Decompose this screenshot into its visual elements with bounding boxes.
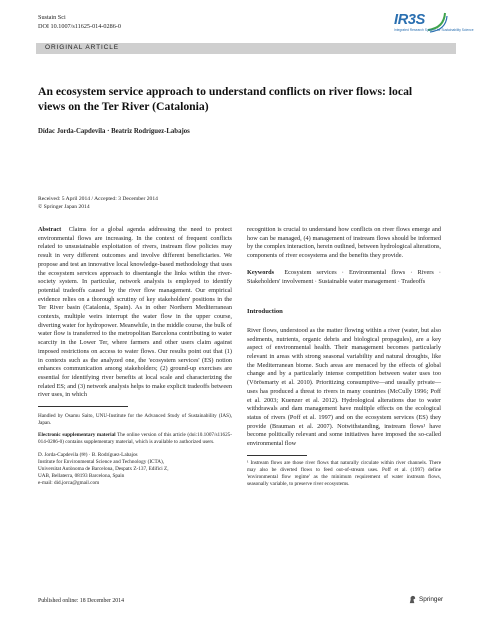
abstract-text: Claims for a global agenda addressing the need to protect environmental flows are increasing. In the context of frequent conflicts related to unsustainable exploitation of rivers, instream flow policies may result in very different outcomes and involve different beneficiaries. We propose and test an innovative local knowledge-based methodology that uses the ecosystem services approach to disentangle the links within the river-society system. In particular, network analysis is employed to identify potential tradeoffs caused by the river flow management. Our empirical evidence relies on a thorough scrutiny of key stakeholders' positions in the Ter River basin (Catalonia, Spain). As in other Northern Mediterranean contexts, multiple weirs interrupt the water flow in the upper course, diverting water for hydropower. Meanwhile, in the middle course, the bulk of water flow is transferred to the metropolitan Barcelona contributing to water scarcity in the Lower Ter, where farmers and other users claim against imposed restrictions on access to water flows. Our results point out that (1) in contexts such as the analyzed one, the 'ecosystem services' (ES) notion enhances communication among stakeholders; (2) ground-up exercises are essential for identifying river benefits at local scale and characterizing the related ES; and (3) network analysis helps to make explicit tradeoffs between river uses, in which [38,226,233,399]
supplementary-label: Electronic supplementary material [38,432,116,439]
keywords-label: Keywords [247,268,275,276]
article-type: ORIGINAL ARTICLE [45,44,120,51]
running-header [38,14,121,31]
abstract-continued: recognition is crucial to understand how conflicts on river flows emerge and how can be managed, (4) management of instream flows should be informed by the complex interaction, herein outlined, between hydrological alterations, components of river ecosystems and the benefits they provide. [247,226,441,260]
supplementary-note [38,432,232,446]
doi: DOI 10.1007/s11625-014-0286-0 [38,22,121,30]
publisher-name: Springer [419,596,444,604]
affiliation-line: UAB, Bellaterra, 08193 Barcelona, Spain [38,473,125,480]
handled-by: Handled by Osamu Saito, UNU-Institute for the Advanced Study of Sustainability (IAS), Japan. [38,413,232,427]
affiliation-line: Universitat Autònoma de Barcelona, Despatx Z-137, Edifici Z, [38,466,169,473]
article-type-band [36,43,456,54]
dates [38,195,158,211]
received-date: Received: 5 April 2014 / Accepted: 3 December 2014 [38,196,158,202]
journal-logo [392,9,474,35]
keywords-text: Ecosystem services · Environmental flows · Rivers · Stakeholders' involvement · Sustainable water management · Tradeoffs [247,268,441,285]
affiliation-names: D. Jorda-Capdevila (✉) · B. Rodríguez-Labajos [38,452,138,459]
right-column [247,226,441,488]
authors: Dídac Jorda-Capdevila · Beatriz Rodríguez-Labajos [38,128,190,135]
logo-text: IR3S [394,12,426,28]
publisher-logo [408,595,443,604]
affiliation [38,452,232,487]
copyright: © Springer Japan 2014 [38,204,90,210]
footnote-rule [38,406,128,407]
abstract [38,226,232,400]
introduction-heading: Introduction [247,308,283,316]
logo-subtitle: Integrated Research System for Sustainability Science [394,28,474,32]
keywords [247,269,441,286]
affiliation-line: Institute for Environmental Science and Technology (ICTA), [38,459,165,466]
introduction-text: River flows, understood as the matter flowing within a river (water, but also sediments, nutrients, organic debris and biological propagules), are a key aspect of environmental health. Their management becomes particularly relevant in areas with strong seasonal variability and natural droughts, like the Mediterranean biome. Such areas are menaced by the effects of global change and by a particularly intense competition between water uses too (Vörösmarty et al. 2010). Prioritizing consumptive—and usually private—uses has produced a threat to rivers in many countries (McCully 1996; Poff et al. 2003; Kuenzer et al. 2012). Hydrological alterations due to water withdrawals and dam management have multiple effects on the ecological status of rivers (Poff et al. 1997) and on the ecosystem services (ES) they provide (Brauman et al. 2007). Notwithstanding, instream flows¹ have become politically relevant and some initiatives have imposed the so-called environmental flow [247,326,441,448]
article-title: An ecosystem service approach to understand conflicts on river flows: local views on the Ter River (Catalonia) [38,85,413,113]
left-column [38,226,232,487]
published-online: Published online: 18 December 2014 [38,598,124,604]
supplementary-text: The online version of this article (doi:10.1007/s11625-014-0286-0) contains supplementary material, which is available to authorized users. [38,432,232,446]
abstract-label: Abstract [38,226,62,233]
footnote: ¹ Instream flows are those river flows that naturally circulate within river channels. There may also be diverted flows to feed out-of-stream uses. Poff et al. (1997) define 'environmental flow regime' as the minimum requirement of water instream flows, seasonally variable, to preserve river ecosystems. [247,459,441,487]
journal-name: Sustain Sci [38,14,66,21]
email-link[interactable]: e-mail: did.jorca@gmail.com [38,480,100,487]
footnote-rule [247,455,307,456]
springer-horse-icon [408,595,417,604]
